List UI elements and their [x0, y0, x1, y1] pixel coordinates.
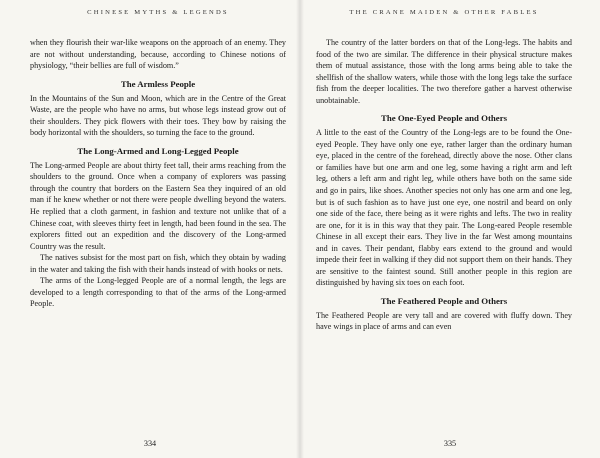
book-gutter [296, 0, 304, 458]
paragraph: In the Mountains of the Sun and Moon, which are in the Centre of the Great Waste, are the people who have no arms, but whose legs instead grow out of their shoulders. They pick flowers with their toes. They bow by raising the body horizontal with the shoulders, so turning the face to the ground. [30, 93, 286, 138]
running-head-left: CHINESE MYTHS & LEGENDS [87, 9, 229, 16]
paragraph: A little to the east of the Country of the Long-legs are to be found the One-eyed People. They have only one eye, rather larger than the ordinary human eye, placed in the centre of the forehead, directly above the nose. Other clans or families have but one arm and one leg, some having a right arm and left leg, others a left arm and right leg, while others have both on the same side and go in pairs, like shoes. Another species not only has one arm and one leg, but is of such fashion as to have just one eye, one nostril and beard on only one side of the face, there being as it were rights and lefts. The two in reality are one, for it is in this way that they pair. The Long-eared People resemble Chinese in all except their ears. They live in the far West among mountains and in caves. Their pendant, flabby ears extend to the ground and would impede their feet in walking if they did not support them on their hands. They are sensitive to the faintest sound. Still another people in this region are distinguished by having six toes on each foot. [316, 128, 572, 288]
paragraph: when they flourish their war-like weapons on the approach of an enemy. They are not without understanding, because, according to Chinese notions of physiology, “their bellies are full of wisdom.” [30, 38, 286, 71]
paragraph: The country of the latter borders on that of the Long-legs. The habits and food of the two are similar. The difference in their physical structure makes them of mutual assistance, those with the long arms being able to take the shellfish of the shallow waters, while those with the long legs take the surface fish from the deeper localities. The two therefore gather a harvest otherwise unobtainable. [316, 38, 572, 105]
running-head-right: THE CRANE MAIDEN & OTHER FABLES [349, 9, 539, 16]
right-page [300, 0, 600, 458]
page-number-left: 334 [143, 439, 157, 448]
left-page-body [30, 37, 286, 310]
paragraph: The natives subsist for the most part on fish, which they obtain by wading in the water and taking the fish with their hands instead of with hooks or nets. [30, 253, 286, 274]
paragraph: The Long-armed People are about thirty feet tall, their arms reaching from the shoulders to the ground. Once when a company of explorers was passing through the country that borders on the Eastern Sea they inquired of an old man if he knew whether or not there were people dwelling beyond the waters. He replied that a cloth garment, in fashion and texture not unlike that of a Chinese coat, with sleeves thirty feet in length, had been found in the sea. The explorers fitted out an expedition and the discovery of the Long-armed Country was the result. [30, 160, 286, 251]
paragraph: The Feathered People are very tall and are covered with fluffy down. They have wings in place of arms and can even [316, 310, 572, 332]
section-heading: The Feathered People and Others [380, 295, 508, 306]
section-heading: The Armless People [120, 78, 196, 89]
right-page-body [316, 37, 572, 333]
section-heading: The One-Eyed People and Others [380, 113, 508, 124]
paragraph: The arms of the Long-legged People are of a normal length, the legs are developed to a length corresponding to that of the arms of the Long-armed People. [30, 276, 286, 309]
page-number-right: 335 [443, 439, 457, 448]
section-heading: The Long-Armed and Long-Legged People [77, 145, 239, 156]
